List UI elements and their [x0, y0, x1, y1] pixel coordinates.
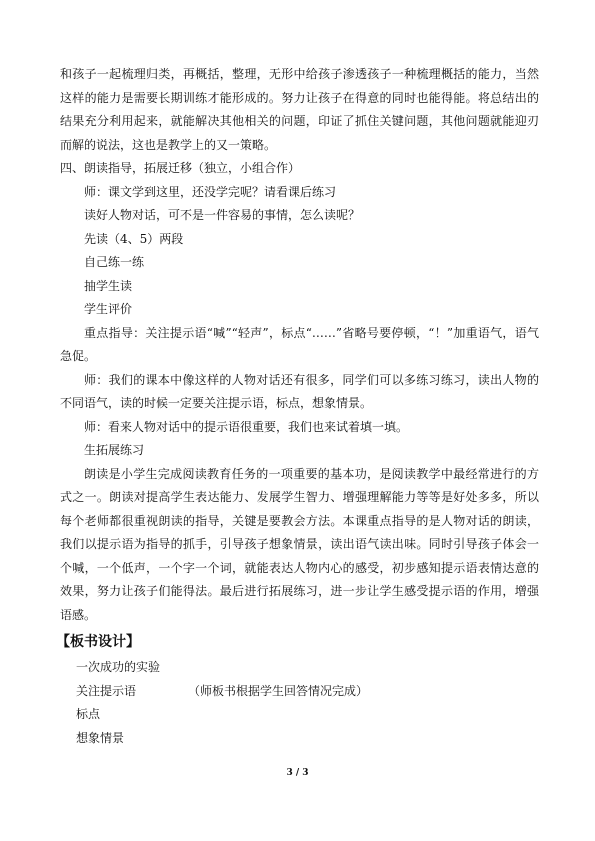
- page-number: 3 / 3: [286, 768, 309, 778]
- focus-guidance-paragraph: 重点指导：关注提示语“喊”“轻声”，标点“……”省略号要停顿，“！”加重语气，语气急促。: [60, 325, 539, 363]
- read-paragraphs-line: 先读（4、5）两段: [84, 231, 184, 246]
- board-row-imagine: 想象情景: [76, 730, 125, 745]
- board-row-prompt-label: 关注提示语: [76, 683, 137, 698]
- student-reading-line: 抽学生读: [84, 278, 133, 293]
- extension-practice-line: 生拓展练习: [84, 443, 145, 457]
- board-row-prompt: [60, 680, 539, 704]
- student-evaluation-line: 学生评价: [84, 302, 133, 316]
- board-row-prompt-note: （师板书根据学生回答情况完成）: [188, 683, 369, 698]
- board-row-punctuation: 标点: [76, 707, 101, 721]
- self-practice-line: 自己练一练: [84, 255, 145, 269]
- teacher-paragraph-fill: 师：看来人物对话中的提示语很重要，我们也来试着填一填。: [84, 419, 409, 434]
- teacher-paragraph-dialogue: 师：我们的课本中像这样的人物对话还有很多，同学们可以多练习练习，读出人物的不同语气，读的时候一定要关注提示语，标点，想象情景。: [60, 372, 539, 410]
- section-four-heading: 四、朗读指导，拓展迁移（独立，小组合作）: [60, 161, 301, 175]
- board-design-section: [60, 656, 539, 750]
- board-title: 一次成功的实验: [76, 660, 161, 674]
- reading-question-line: 读好人物对话，可不是一件容易的事情，怎么读呢？: [84, 208, 361, 222]
- reading-reflection-paragraph: 朗读是小学生完成阅读教育任务的一项重要的基本功，是阅读教学中最经常进行的方式之一。朗读对提高学生表达能力、发展学生智力、增强理解能力等等是好处多多，所以每个老师都很重视朗读的指导，关键是要教会方法。本课重点指导的是人物对话的朗读，我们以提示语为指导的抓手，引导孩子想象情景，读出语气读出味。同时引导孩子体会一个喊，一个低声，一个字一个词，就能表达人物内心的感受，初步感知提示语表情达意的效果，努力让孩子们能得法。最后进行拓展练习，进一步让学生感受提示语的作用，增强语感。: [60, 466, 539, 622]
- document-body: [56, 63, 539, 750]
- teacher-line-practice: 师：课文学到这里，还没学完呢？请看课后练习: [84, 184, 337, 199]
- board-design-heading: 【板书设计】: [56, 634, 140, 650]
- intro-paragraph: 和孩子一起梳理归类，再概括，整理，无形中给孩子渗透孩子一种梳理概括的能力，当然这样的能力是需要长期训练才能形成的。努力让孩子在得意的同时也能得能。将总结出的结果充分利用起来，就能解决其他相关的问题，印证了抓住关键问题，其他问题就能迎刃而解的说法，这也是教学上的又一策略。: [60, 67, 539, 152]
